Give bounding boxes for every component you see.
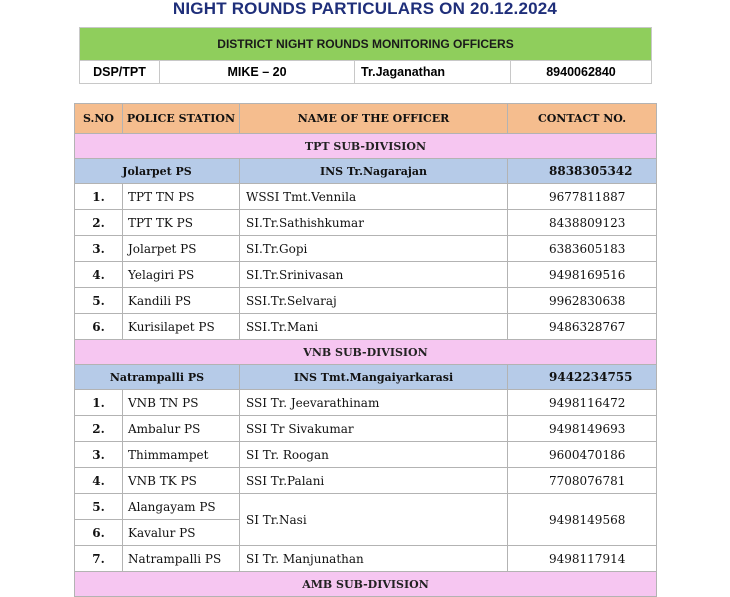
row-contact: 7708076781 xyxy=(508,468,657,494)
row-sno: 1. xyxy=(75,184,123,210)
row-officer: SSI Tr Sivakumar xyxy=(240,416,508,442)
row-station: Kurisilapet PS xyxy=(123,314,240,340)
subdivision-label: TPT SUB-DIVISION xyxy=(75,134,657,159)
officer-rank: DSP/TPT xyxy=(80,61,160,84)
table-row xyxy=(75,288,657,314)
table-row xyxy=(75,468,657,494)
row-station: Thimmampet xyxy=(123,442,240,468)
night-rounds-table xyxy=(74,103,657,597)
table-header-row xyxy=(75,104,657,134)
table-row xyxy=(75,494,657,520)
row-officer: SI.Tr.Srinivasan xyxy=(240,262,508,288)
inspector-contact: 8838305342 xyxy=(508,159,657,184)
inspector-name: INS Tr.Nagarajan xyxy=(240,159,508,184)
officer-contact: 8940062840 xyxy=(511,61,652,84)
row-sno: 4. xyxy=(75,468,123,494)
table-row xyxy=(75,236,657,262)
subdivision-label: AMB SUB-DIVISION xyxy=(75,572,657,597)
row-station: Natrampalli PS xyxy=(123,546,240,572)
row-sno: 4. xyxy=(75,262,123,288)
row-contact: 8438809123 xyxy=(508,210,657,236)
row-officer: SSI.Tr.Selvaraj xyxy=(240,288,508,314)
row-contact: 9498117914 xyxy=(508,546,657,572)
row-sno: 2. xyxy=(75,210,123,236)
column-header-officer: NAME OF THE OFFICER xyxy=(240,104,508,134)
row-sno: 3. xyxy=(75,236,123,262)
row-station: TPT TN PS xyxy=(123,184,240,210)
row-officer: SI.Tr.Gopi xyxy=(240,236,508,262)
subdivision-row-tpt xyxy=(75,134,657,159)
row-sno: 6. xyxy=(75,314,123,340)
officer-call-sign: MIKE – 20 xyxy=(160,61,355,84)
table-row xyxy=(75,416,657,442)
table-row xyxy=(75,184,657,210)
row-contact: 9498169516 xyxy=(508,262,657,288)
page-title: NIGHT ROUNDS PARTICULARS ON 20.12.2024 xyxy=(172,0,558,18)
row-sno: 1. xyxy=(75,390,123,416)
monitoring-officers-table xyxy=(79,27,652,84)
table-row xyxy=(75,546,657,572)
row-sno: 3. xyxy=(75,442,123,468)
row-officer: WSSI Tmt.Vennila xyxy=(240,184,508,210)
row-contact: 9498149693 xyxy=(508,416,657,442)
officer-name: Tr.Jaganathan xyxy=(355,61,511,84)
inspector-name: INS Tmt.Mangaiyarkarasi xyxy=(240,365,508,390)
inspector-station: Natrampalli PS xyxy=(75,365,240,390)
table-row xyxy=(75,442,657,468)
column-header-station: POLICE STATION xyxy=(123,104,240,134)
row-station: VNB TN PS xyxy=(123,390,240,416)
monitoring-officer-row xyxy=(80,61,652,84)
column-header-contact: CONTACT NO. xyxy=(508,104,657,134)
inspector-station: Jolarpet PS xyxy=(75,159,240,184)
subdivision-label: VNB SUB-DIVISION xyxy=(75,340,657,365)
inspector-row xyxy=(75,365,657,390)
subdivision-row-amb xyxy=(75,572,657,597)
row-sno: 6. xyxy=(75,520,123,546)
inspector-contact: 9442234755 xyxy=(508,365,657,390)
row-officer: SSI.Tr.Mani xyxy=(240,314,508,340)
column-header-sno: S.NO xyxy=(75,104,123,134)
row-station: Kandili PS xyxy=(123,288,240,314)
row-station: Jolarpet PS xyxy=(123,236,240,262)
row-station: Yelagiri PS xyxy=(123,262,240,288)
row-officer: SI Tr. Roogan xyxy=(240,442,508,468)
row-contact: 9498116472 xyxy=(508,390,657,416)
row-station: VNB TK PS xyxy=(123,468,240,494)
table-row xyxy=(75,210,657,236)
row-station: Alangayam PS xyxy=(123,494,240,520)
row-contact: 6383605183 xyxy=(508,236,657,262)
row-sno: 7. xyxy=(75,546,123,572)
row-officer: SI Tr. Manjunathan xyxy=(240,546,508,572)
row-sno: 5. xyxy=(75,288,123,314)
row-station: TPT TK PS xyxy=(123,210,240,236)
inspector-row xyxy=(75,159,657,184)
table-row xyxy=(75,390,657,416)
subdivision-row-vnb xyxy=(75,340,657,365)
row-station: Ambalur PS xyxy=(123,416,240,442)
table-row xyxy=(75,262,657,288)
row-officer: SI Tr.Nasi xyxy=(240,494,508,546)
row-contact: 9600470186 xyxy=(508,442,657,468)
table-row xyxy=(75,314,657,340)
row-contact: 9498149568 xyxy=(508,494,657,546)
row-contact: 9486328767 xyxy=(508,314,657,340)
row-station: Kavalur PS xyxy=(123,520,240,546)
row-officer: SI.Tr.Sathishkumar xyxy=(240,210,508,236)
row-contact: 9677811887 xyxy=(508,184,657,210)
row-contact: 9962830638 xyxy=(508,288,657,314)
row-sno: 5. xyxy=(75,494,123,520)
monitoring-officers-header: DISTRICT NIGHT ROUNDS MONITORING OFFICERS xyxy=(80,28,652,61)
row-sno: 2. xyxy=(75,416,123,442)
row-officer: SSI Tr. Jeevarathinam xyxy=(240,390,508,416)
row-officer: SSI Tr.Palani xyxy=(240,468,508,494)
